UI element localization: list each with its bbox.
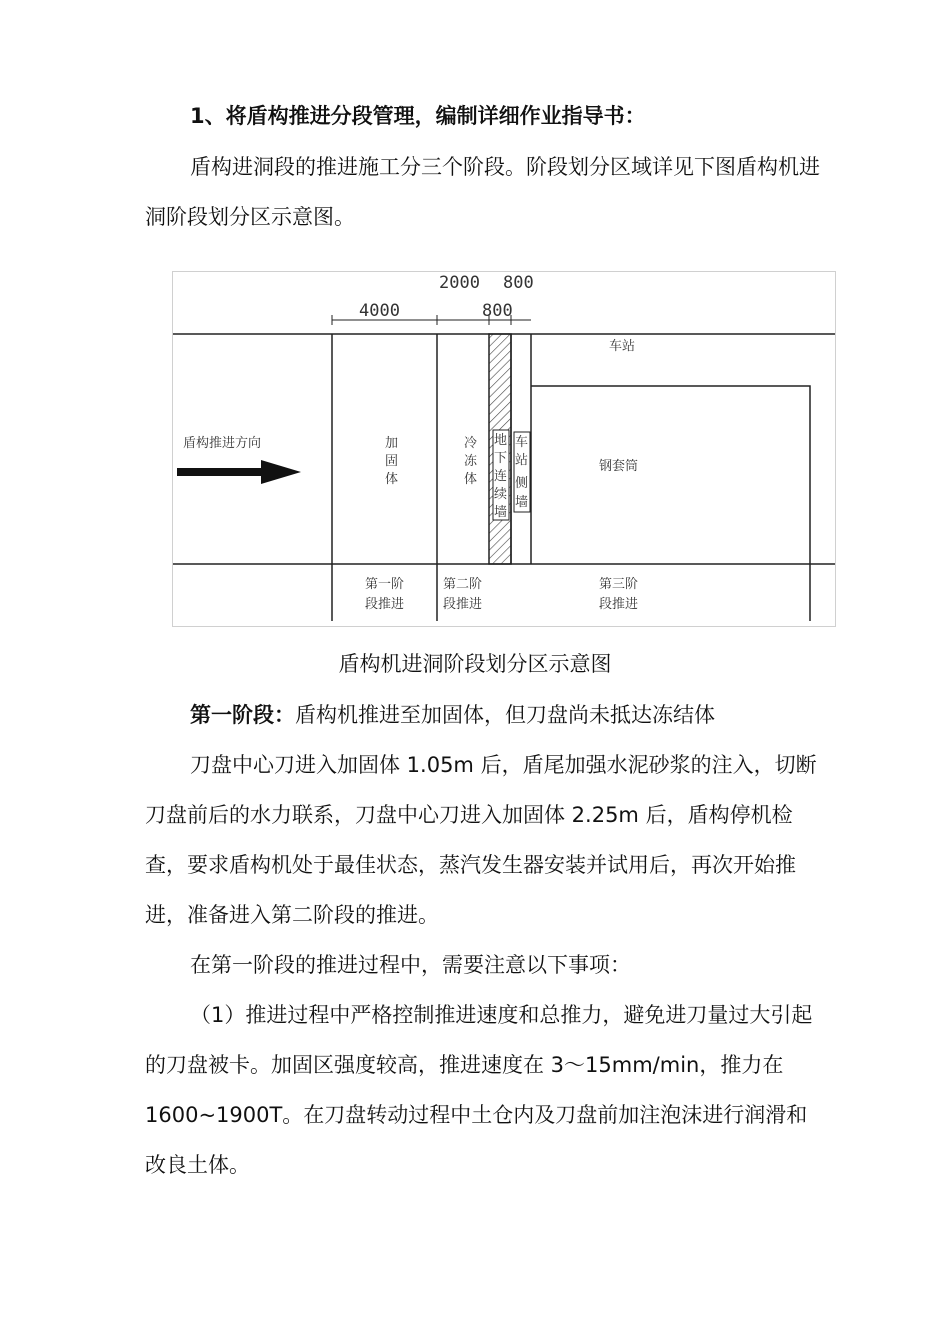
stage1-description: 盾构机推进至加固体，但刀盘尚未抵达冻结体 — [295, 703, 715, 727]
wall2-char-3: 侧 — [515, 476, 529, 491]
dim-2000: 2000 — [439, 273, 480, 293]
stage2-label-2: 段推进 — [443, 597, 483, 612]
stage1-label-1: 第一阶 — [365, 577, 405, 592]
intro-paragraph: 盾构进洞段的推进施工分三个阶段。阶段划分区域详见下图盾构机进洞阶段划分区示意图。 — [145, 155, 820, 229]
wall1-char-2: 下 — [494, 451, 508, 466]
dim-4000: 4000 — [359, 301, 400, 321]
wall1-char-3: 连 — [494, 469, 508, 484]
section-heading: 1、将盾构推进分段管理，编制详细作业指导书： — [190, 104, 646, 128]
zone2-char-2: 冻 — [464, 454, 478, 469]
wall2-char-2: 站 — [515, 453, 529, 468]
stage-division-diagram — [172, 271, 836, 627]
stage2-label-1: 第二阶 — [443, 577, 483, 592]
figure-caption: 盾构机进洞阶段划分区示意图 — [338, 652, 612, 676]
zone2-char-3: 体 — [464, 472, 478, 487]
stage3-label-2: 段推进 — [599, 597, 639, 612]
paragraph-2: 在第一阶段的推进过程中，需要注意以下事项： — [190, 953, 631, 977]
paragraph-1: 刀盘中心刀进入加固体 1.05m 后，盾尾加强水泥砂浆的注入，切断刀盘前后的水力联系，刀盘中心刀进入加固体 2.25m 后，盾构停机检查，要求盾构机处于最佳状态，蒸汽发生器安装并试用后，再次开始推进，准备进入第二阶段的推进。 — [145, 753, 817, 927]
dim-800-top: 800 — [503, 273, 534, 293]
direction-label: 盾构推进方向 — [183, 436, 262, 451]
wall1-char-1: 地 — [494, 433, 508, 448]
zone1-char-2: 固 — [385, 454, 399, 469]
zone1-char-1: 加 — [385, 436, 399, 451]
zone2-char-1: 冷 — [464, 436, 478, 451]
wall2-char-4: 墙 — [515, 495, 529, 510]
steel-sleeve-label: 钢套筒 — [599, 459, 639, 474]
paragraph-3: （1）推进过程中严格控制推进速度和总推力，避免进刀量过大引起的刀盘被卡。加固区强度较高，推进速度在 3～15mm/min，推力在 1600~1900T。在刀盘转动过程中土仓内及刀盘前加注泡沫进行润滑和改良土体。 — [145, 1003, 813, 1177]
zone1-char-3: 体 — [385, 472, 399, 487]
station-label: 车站 — [609, 339, 636, 354]
stage3-label-1: 第三阶 — [599, 577, 639, 592]
stage1-label-2: 段推进 — [365, 597, 405, 612]
dim-800: 800 — [482, 301, 513, 321]
stage1-title: 第一阶段： — [190, 703, 295, 727]
wall2-char-1: 车 — [515, 435, 529, 450]
direction-arrow — [177, 460, 301, 484]
stage1-line — [145, 690, 825, 740]
wall1-char-5: 墙 — [494, 505, 508, 520]
wall1-char-4: 续 — [494, 487, 508, 502]
